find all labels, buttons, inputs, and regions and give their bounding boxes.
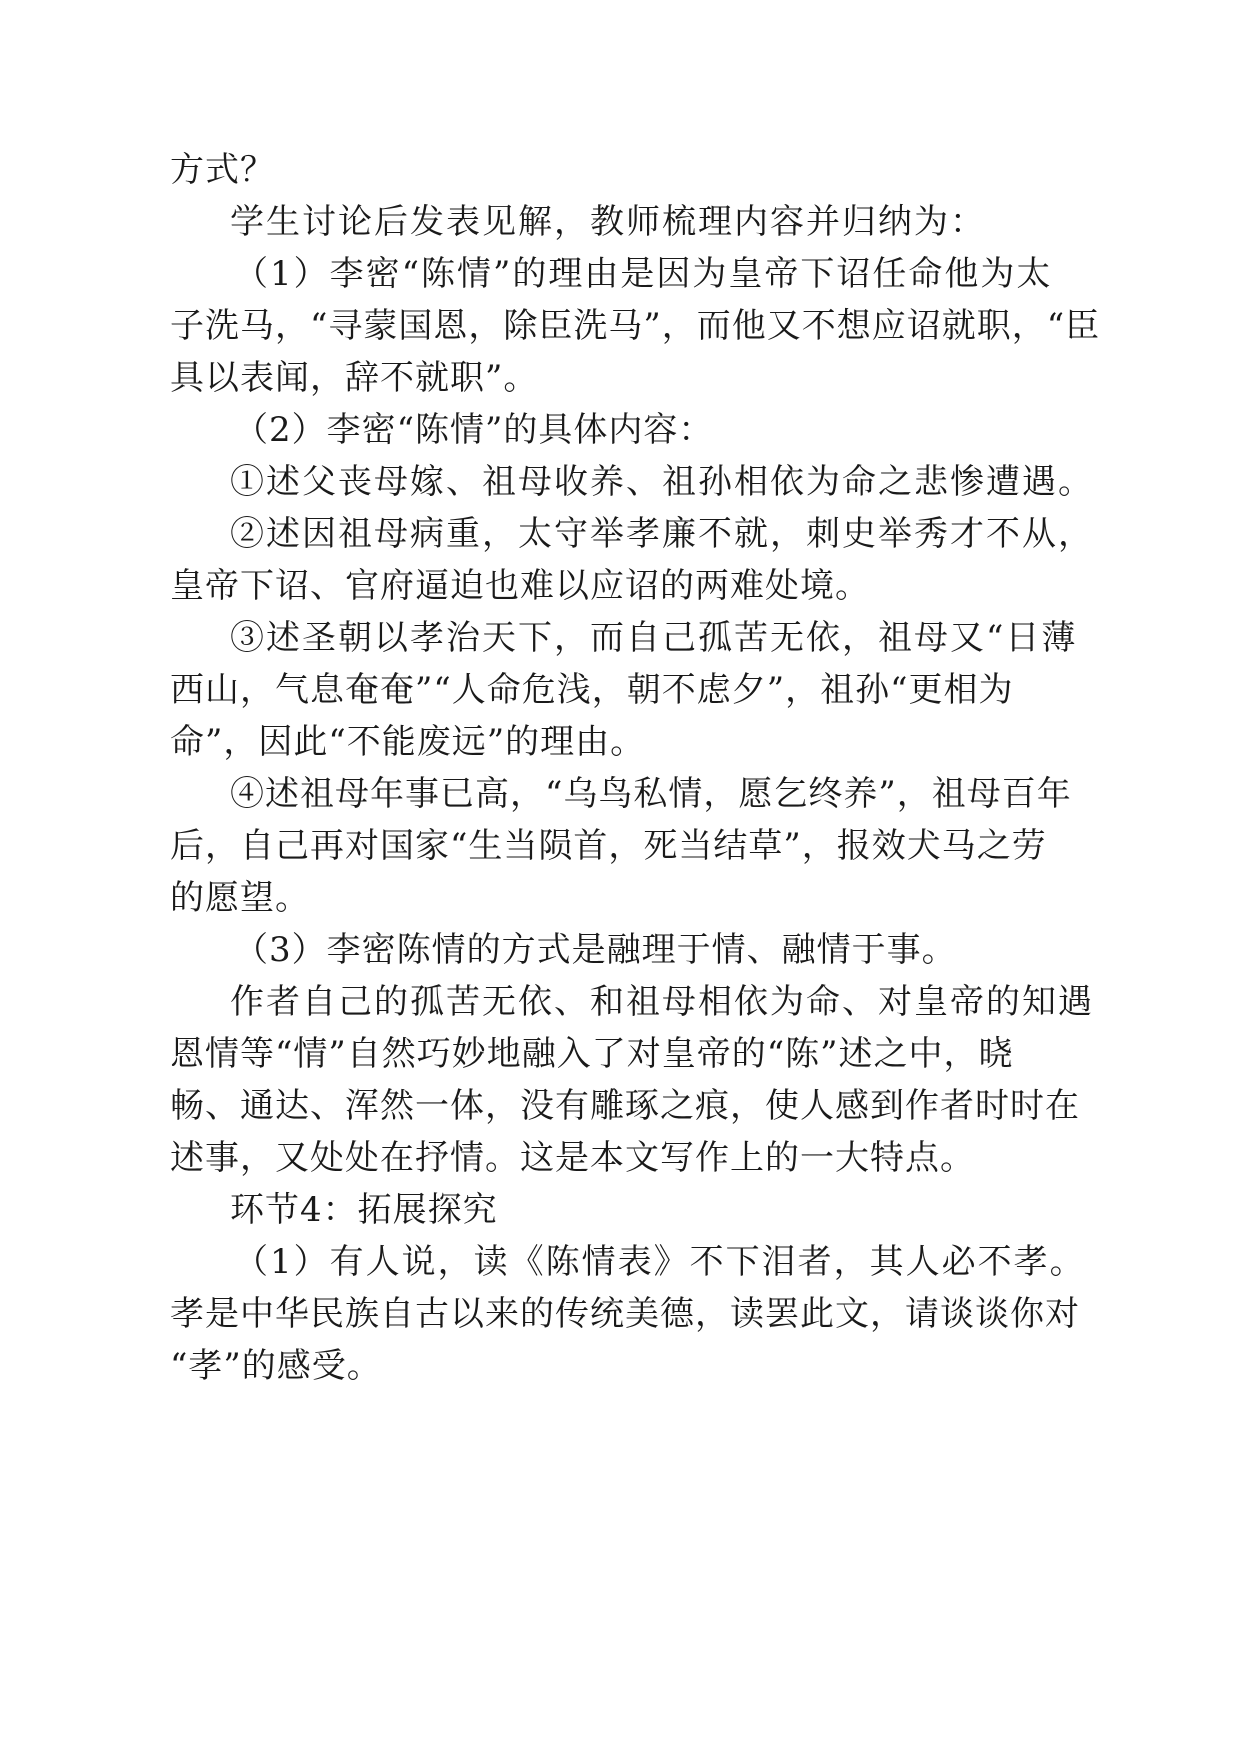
text-line: 子洗马，“寻蒙国恩，除臣洗马”，而他又不想应诏就职，“臣: [170, 306, 1101, 346]
text-line: 皇帝下诏、官府逼迫也难以应诏的两难处境。: [170, 566, 870, 606]
section-heading: 环节4：拓展探究: [230, 1190, 498, 1230]
text-line: 学生讨论后发表见解，教师梳理内容并归纳为：: [230, 202, 986, 242]
text-line: ③述圣朝以孝治天下，而自己孤苦无依，祖母又“日薄: [230, 618, 1078, 658]
text-line: ①述父丧母嫁、祖母收养、祖孙相依为命之悲惨遭遇。: [230, 462, 1094, 502]
text-line: ②述因祖母病重，太守举孝廉不就，刺史举秀才不从，: [230, 514, 1094, 554]
text-line: 命”，因此“不能废远”的理由。: [170, 722, 646, 762]
text-line: 西山，气息奄奄”“人命危浅，朝不虑夕”，祖孙“更相为: [170, 670, 1014, 710]
text-line: ④述祖母年事已高，“乌鸟私情，愿乞终养”，祖母百年: [230, 774, 1072, 814]
text-line: 后，自己再对国家“生当陨首，死当结草”，报效犬马之劳: [170, 826, 1047, 866]
text-line: （1）有人说，读《陈情表》不下泪者，其人必不孝。: [234, 1242, 1086, 1282]
text-line: （1）李密“陈情”的理由是因为皇帝下诏任命他为太: [234, 254, 1053, 294]
text-line: 孝是中华民族自古以来的传统美德，读罢此文，请谈谈你对: [170, 1294, 1080, 1334]
text-line: 方式？: [170, 150, 275, 190]
text-line: （2）李密“陈情”的具体内容：: [234, 410, 714, 450]
text-line: （3）李密陈情的方式是融理于情、融情于事。: [234, 930, 957, 970]
text-line: “孝”的感受。: [170, 1346, 382, 1386]
text-line: 具以表闻，辞不就职”。: [170, 358, 539, 398]
text-line: 的愿望。: [170, 878, 310, 918]
text-line: 作者自己的孤苦无依、和祖母相依为命、对皇帝的知遇: [230, 982, 1094, 1022]
text-line: 述事，又处处在抒情。这是本文写作上的一大特点。: [170, 1138, 975, 1178]
text-line: 恩情等“情”自然巧妙地融入了对皇帝的“陈”述之中，晓: [170, 1034, 1014, 1074]
text-line: 畅、通达、浑然一体，没有雕琢之痕，使人感到作者时时在: [170, 1086, 1080, 1126]
